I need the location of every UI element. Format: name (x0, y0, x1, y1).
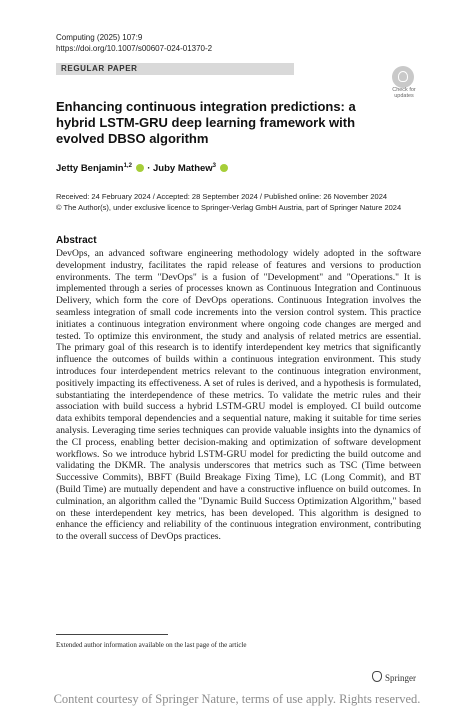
orcid-icon[interactable] (136, 164, 144, 172)
abstract-text: DevOps, an advanced software engineering methodology widely adopted in the software development industry, facilitates the rapid release of features and versions to production environments. The term "DevOps" is a fusion of "Development" and "Operations." It is implemented through a series of processes known as Continuous Integration and Continuous Delivery, which form the core of DevOps operations. Continuous Integration involves the seamless integration of small code increments into the version control system. This practice initiates a continuous integration environment where ongoing code changes are merged and tested. To optimize this environment, the study and analysis of related metrics are essential. The primary goal of this research is to identify interdependent key metrics that significantly influence the outcomes of builds within a continuous integration environment. This study introduces four interdependent metrics relevant to the continuous integration environment, positively impacting its effectiveness. A set of rules is derived, and a hypothesis is formulated, substantiating the interdependence of these metrics. To validate the metric rules and their association with build success a hybrid LSTM-GRU model is employed. CI build outcome data exhibits temporal dependencies and a sequential nature, making it suitable for time series analysis. Leveraging time series techniques can provide valuable insights into the dynamics of the CI process, enabling better decision-making and optimization of software development workflows. So we introduce hybrid LSTM-GRU model for predicting the build outcome and validating the DKMR. The analysis underscores that metrics such as TSC (Time between Successive Commits), BBFT (Build Breakage Fixing Time), LC (Long Commit), and BT (Build Time) are mutually dependent and have a constructive influence on build outcomes. In culmination, an algorithm called the "Dynamic Build Success Optimization Algorithm," based on these interdependent key metrics, has been developed. This algorithm is designed to enhance the efficiency and reliability of the continuous integration environment, contributing to the overall success of DevOps practices. (56, 248, 421, 543)
author-separator: · (147, 163, 151, 175)
springer-horse-icon (372, 671, 382, 682)
publisher-mark (372, 671, 416, 683)
check-updates-icon (392, 66, 414, 88)
orcid-icon[interactable] (220, 164, 228, 172)
copyright-notice: © The Author(s), under exclusive licence to Springer-Verlag GmbH Austria, part of Springer Nature 2024 (56, 203, 402, 212)
footnote-divider (56, 634, 168, 635)
author-affiliation-sup: 3 (212, 163, 217, 169)
courtesy-notice[interactable]: Content courtesy of Springer Nature, terms of use apply. Rights reserved. (53, 692, 421, 706)
author-name[interactable]: Juby Mathew (153, 163, 213, 175)
publication-dates: Received: 24 February 2024 / Accepted: 28 September 2024 / Published online: 26 November 2024 (56, 192, 388, 201)
footnote-text: Extended author information available on the last page of the article (56, 641, 247, 649)
check-updates-label: Check for updates (392, 87, 416, 99)
check-for-updates-badge[interactable] (386, 66, 422, 102)
doi-link[interactable]: https://doi.org/10.1007/s00607-024-01370-2 (56, 44, 213, 53)
article-type-label: REGULAR PAPER (61, 64, 138, 73)
author-name[interactable]: Jetty Benjamin (56, 163, 124, 175)
author-line (56, 163, 229, 174)
paper-title: Enhancing continuous integration predictions: a hybrid LSTM-GRU deep learning framework with evolved DBSO algorithm (56, 99, 356, 146)
journal-citation: Computing (2025) 107:9 (56, 33, 143, 42)
abstract-heading: Abstract (56, 235, 97, 246)
article-type-bar (56, 63, 294, 75)
author-affiliation-sup: 1,2 (123, 163, 132, 169)
publisher-name: Springer (385, 673, 416, 683)
